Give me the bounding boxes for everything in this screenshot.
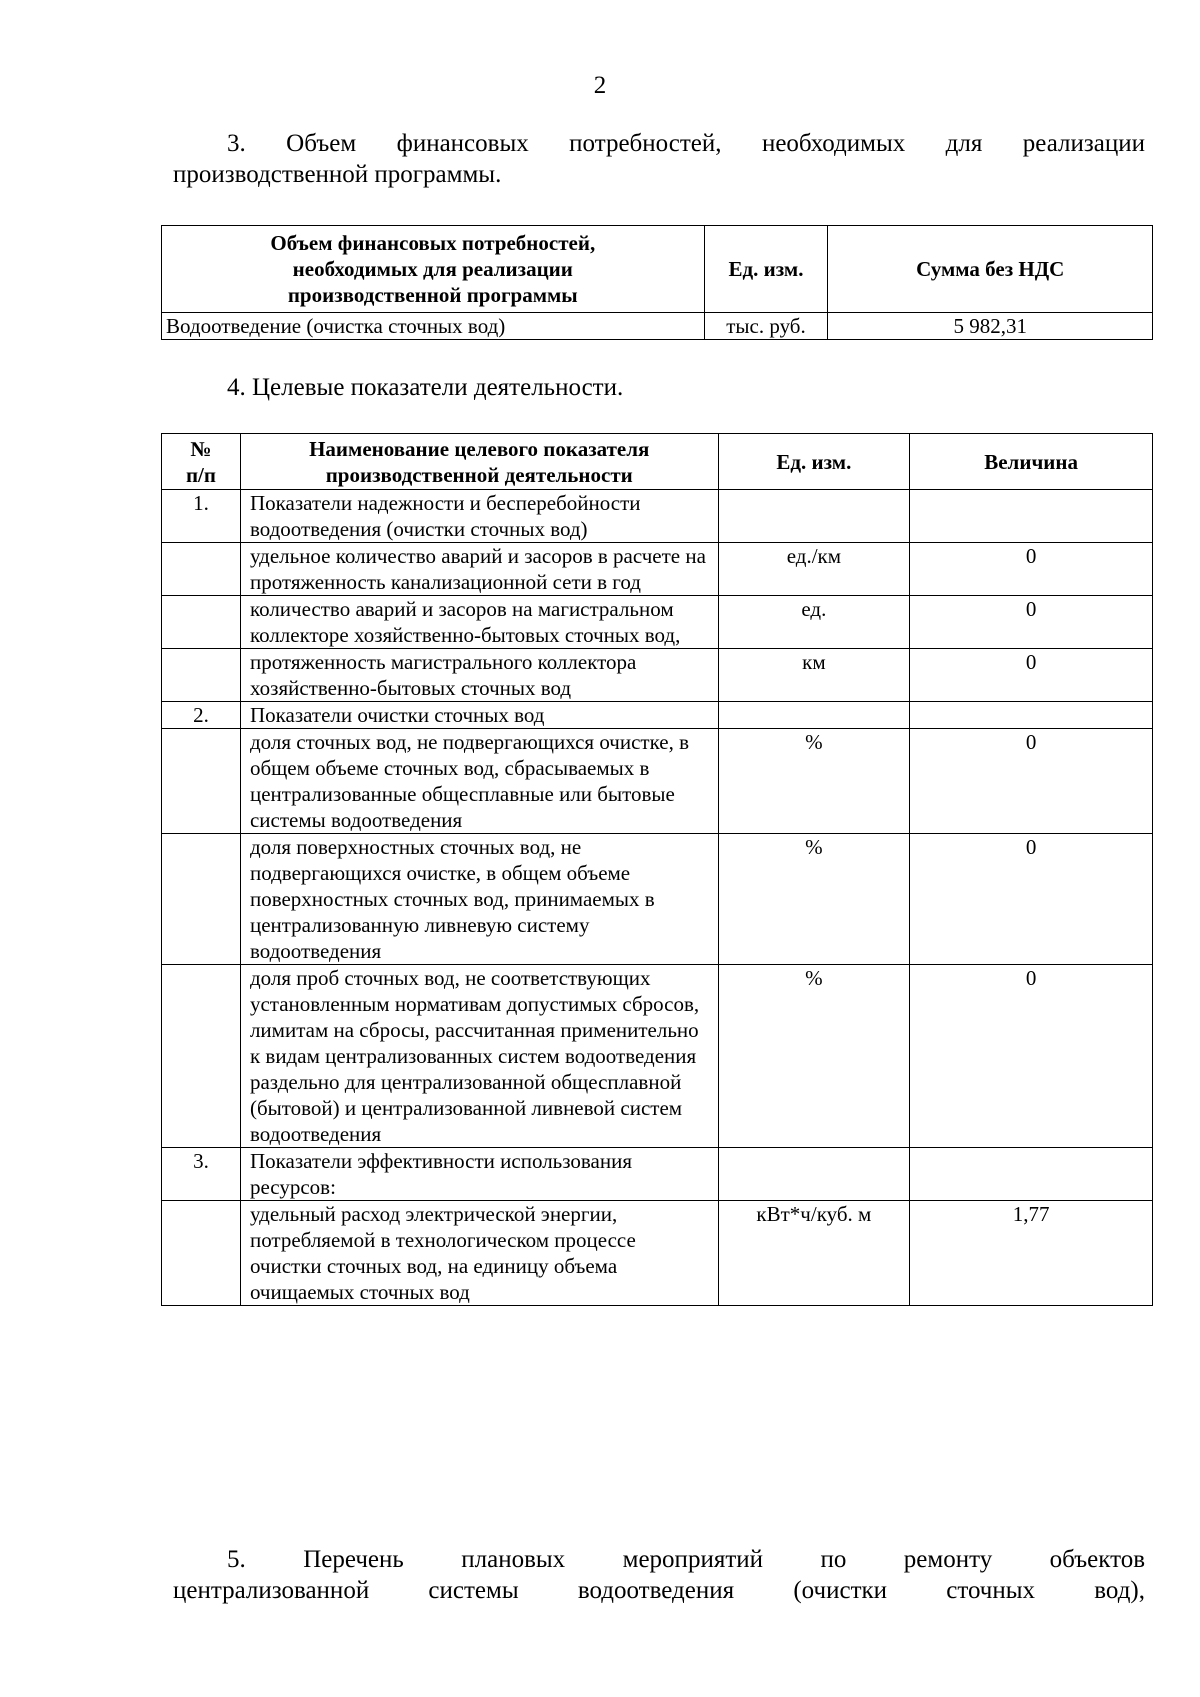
row-num [162, 543, 241, 596]
section4-heading: 4. Целевые показатели деятельности. [227, 374, 624, 401]
row-unit: тыс. руб. [704, 313, 828, 340]
row-name: удельное количество аварий и засоров в расчете на протяженность канализационной сети в год [240, 543, 718, 596]
row-name: Показатели надежности и бесперебойности водоотведения (очистки сточных вод) [240, 490, 718, 543]
row-name: доля проб сточных вод, не соответствующих установленным нормативам допустимых сбросов, лимитам на сбросы, рассчитанная применительно к видам централизованных систем водоотведения раздельно для централизованной общесплавной (бытовой) и централизованной ливневой систем водоотведения [240, 965, 718, 1148]
table-row [162, 596, 1153, 649]
row-num [162, 965, 241, 1148]
row-value [910, 1148, 1153, 1201]
row-unit: % [718, 729, 910, 834]
row-value: 0 [910, 834, 1153, 965]
row-name: Показатели эффективности использования ресурсов: [240, 1148, 718, 1201]
table-row [162, 649, 1153, 702]
row-unit: кВт*ч/куб. м [718, 1201, 910, 1306]
section5-line1: 5. Перечень плановых мероприятий по ремонту объектов [227, 1546, 1145, 1573]
table-row [162, 490, 1153, 543]
page-number: 2 [593, 72, 607, 99]
table-header-row [162, 434, 1153, 490]
financial-needs-table [161, 225, 1153, 340]
row-name: удельный расход электрической энергии, потребляемой в технологическом процессе очистки сточных вод, на единицу объема очищаемых сточных вод [240, 1201, 718, 1306]
row-name: доля поверхностных сточных вод, не подвергающихся очистке, в общем объеме поверхностных сточных вод, принимаемых в централизованную ливневую систему водоотведения [240, 834, 718, 965]
row-unit [718, 702, 910, 729]
row-value: 0 [910, 649, 1153, 702]
header-sum: Сумма без НДС [828, 226, 1153, 313]
table-header-row [162, 226, 1153, 313]
row-name: протяженность магистрального коллектора хозяйственно-бытовых сточных вод [240, 649, 718, 702]
row-value: 0 [910, 596, 1153, 649]
row-num [162, 1201, 241, 1306]
row-name: количество аварий и засоров на магистральном коллекторе хозяйственно-бытовых сточных вод, [240, 596, 718, 649]
header-unit: Ед. изм. [704, 226, 828, 313]
row-name: Водоотведение (очистка сточных вод) [162, 313, 705, 340]
row-value: 0 [910, 729, 1153, 834]
row-num [162, 596, 241, 649]
header-financial-needs: Объем финансовых потребностей, необходимых для реализации производственной программы [162, 226, 705, 313]
section5-line2: централизованной системы водоотведения (очистки сточных вод), [173, 1577, 1145, 1604]
header-num: № п/п [162, 434, 241, 490]
row-name: доля сточных вод, не подвергающихся очистке, в общем объеме сточных вод, сбрасываемых в централизованные общесплавные или бытовые системы водоотведения [240, 729, 718, 834]
row-num [162, 729, 241, 834]
table-row [162, 729, 1153, 834]
section5-text [173, 1544, 1145, 1575]
table-row [162, 702, 1153, 729]
row-unit: % [718, 965, 910, 1148]
row-unit [718, 1148, 910, 1201]
section3-text-cont [173, 159, 1145, 190]
row-unit [718, 490, 910, 543]
section5-text-cont [173, 1575, 1145, 1606]
table-row [162, 543, 1153, 596]
section3-line1: 3. Объем финансовых потребностей, необходимых для реализации [227, 130, 1145, 157]
row-value: 0 [910, 543, 1153, 596]
section3-text [173, 128, 1145, 159]
indicators-body [162, 490, 1153, 1306]
table-row [162, 1201, 1153, 1306]
row-value [910, 490, 1153, 543]
header-unit: Ед. изм. [718, 434, 910, 490]
row-unit: % [718, 834, 910, 965]
target-indicators-table [161, 433, 1153, 1306]
table-row [162, 313, 1153, 340]
header-value: Величина [910, 434, 1153, 490]
row-num [162, 649, 241, 702]
row-name: Показатели очистки сточных вод [240, 702, 718, 729]
row-sum: 5 982,31 [828, 313, 1153, 340]
row-value: 1,77 [910, 1201, 1153, 1306]
header-name: Наименование целевого показателя производственной деятельности [240, 434, 718, 490]
row-value: 0 [910, 965, 1153, 1148]
row-num: 2. [162, 702, 241, 729]
row-unit: ед. [718, 596, 910, 649]
row-num [162, 834, 241, 965]
row-num: 3. [162, 1148, 241, 1201]
table-row [162, 1148, 1153, 1201]
table-row [162, 834, 1153, 965]
row-unit: км [718, 649, 910, 702]
row-value [910, 702, 1153, 729]
row-unit: ед./км [718, 543, 910, 596]
row-num: 1. [162, 490, 241, 543]
table-row [162, 965, 1153, 1148]
section3-line2: производственной программы. [173, 161, 502, 188]
